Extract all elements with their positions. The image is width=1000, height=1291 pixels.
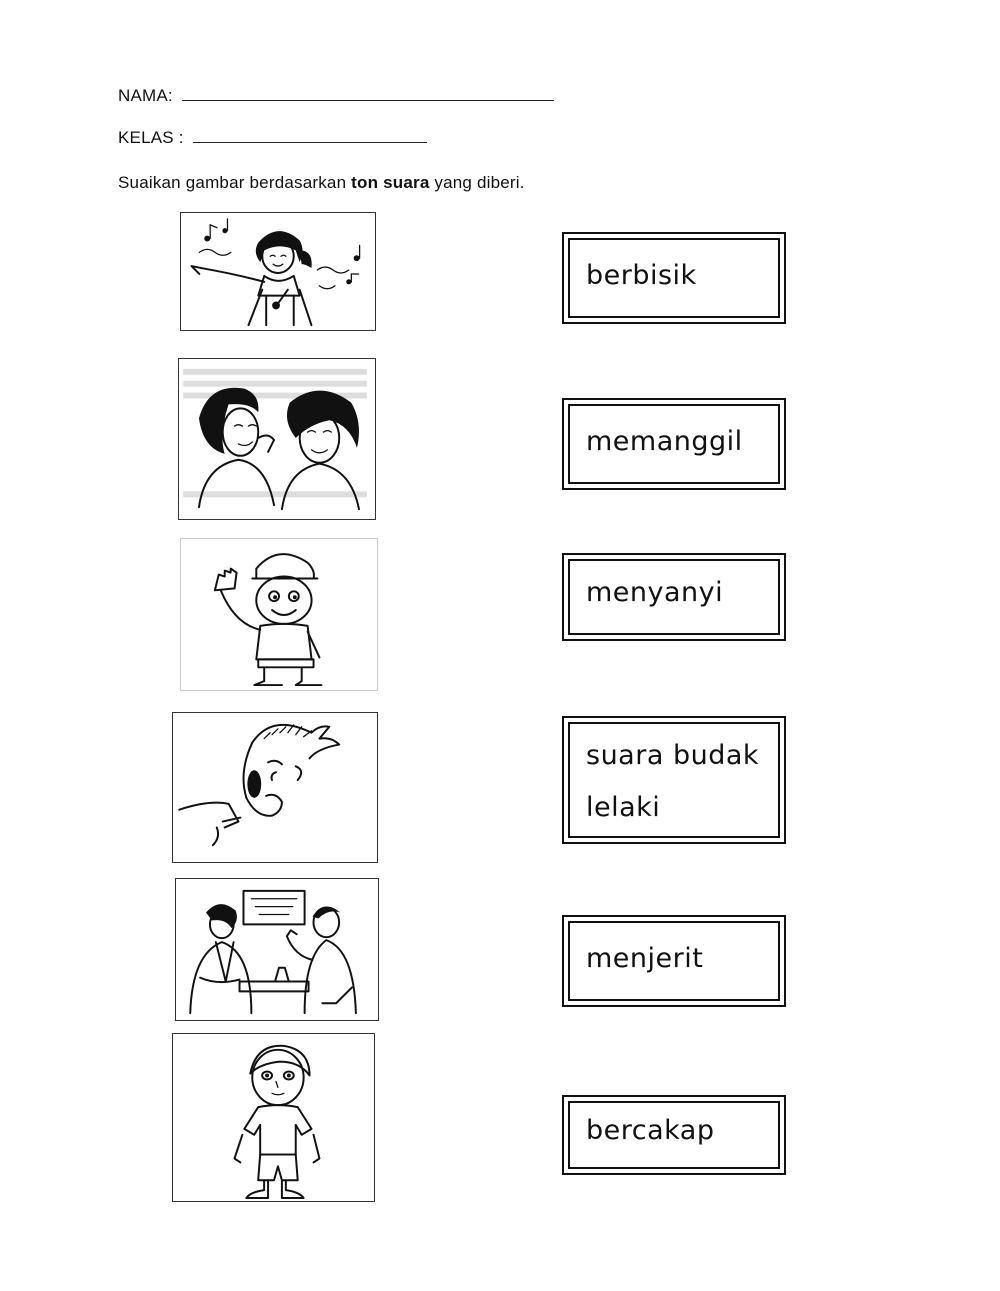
women-whispering-illustration xyxy=(179,359,375,519)
music-note-icon xyxy=(204,219,359,284)
boy-waving-picture[interactable] xyxy=(180,538,378,691)
kelas-label: KELAS : xyxy=(118,128,184,147)
word-label-line-1: suara budak xyxy=(586,740,760,771)
boy-waving-illustration xyxy=(181,539,377,690)
word-card-berbisik[interactable] xyxy=(562,232,786,324)
word-card-inner xyxy=(568,238,780,318)
word-card-inner xyxy=(568,921,780,1001)
word-label: berbisik xyxy=(586,260,697,291)
man-shouting-picture[interactable] xyxy=(172,712,378,863)
word-card-inner xyxy=(568,722,780,838)
word-label: bercakap xyxy=(586,1115,715,1146)
word-card-bercakap[interactable] xyxy=(562,1095,786,1175)
word-card-menjerit[interactable] xyxy=(562,915,786,1007)
word-card-inner xyxy=(568,404,780,484)
word-card-inner xyxy=(568,559,780,635)
word-card-menyanyi[interactable] xyxy=(562,553,786,641)
nama-blank[interactable] xyxy=(182,86,554,101)
nama-label: NAMA: xyxy=(118,86,173,105)
two-adults-talking-illustration xyxy=(176,879,378,1020)
word-card-inner xyxy=(568,1101,780,1169)
man-shouting-illustration xyxy=(173,713,377,862)
word-label: menjerit xyxy=(586,943,704,974)
kelas-blank[interactable] xyxy=(193,128,427,143)
girl-singing-picture[interactable] xyxy=(180,212,376,331)
kelas-line xyxy=(118,128,427,148)
young-boy-picture[interactable] xyxy=(172,1033,375,1202)
instruction-text-end: yang diberi. xyxy=(429,173,525,192)
instruction-bold-text: ton suara xyxy=(351,173,430,192)
word-card-suara-budak-lelaki[interactable] xyxy=(562,716,786,844)
two-adults-talking-picture[interactable] xyxy=(175,878,379,1021)
women-whispering-picture[interactable] xyxy=(178,358,376,520)
word-label-line-2: lelaki xyxy=(586,792,661,823)
word-label: memanggil xyxy=(586,426,743,457)
word-card-memanggil[interactable] xyxy=(562,398,786,490)
girl-singing-illustration xyxy=(181,213,375,330)
instruction-text-start: Suaikan gambar berdasarkan xyxy=(118,173,352,192)
instruction xyxy=(118,173,525,193)
young-boy-illustration xyxy=(173,1034,374,1201)
word-label: menyanyi xyxy=(586,577,724,608)
nama-line xyxy=(118,86,554,106)
